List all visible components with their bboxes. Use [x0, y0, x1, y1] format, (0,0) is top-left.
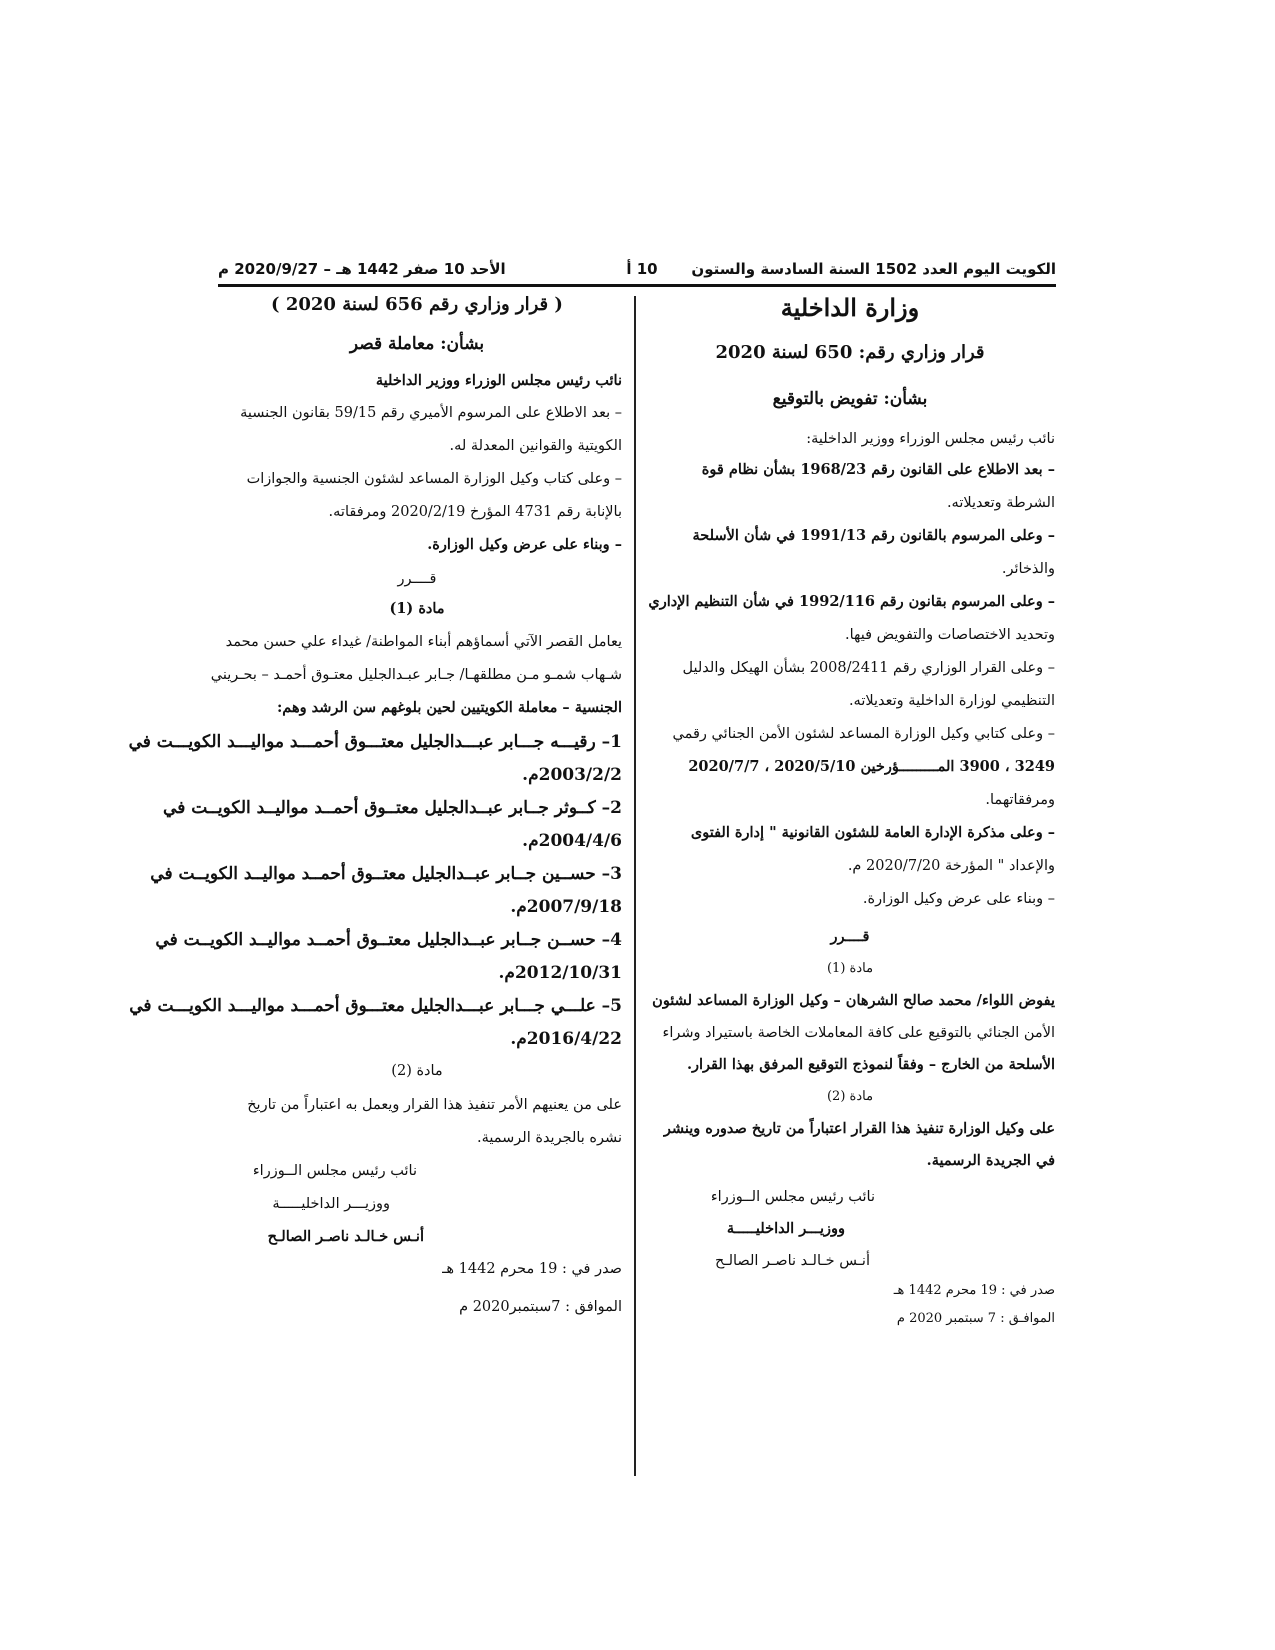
issued-hijri: صدر في : 19 محرم 1442 هـ: [893, 1283, 1055, 1298]
decree-650-authority: نائب رئيس مجلس الوزراء ووزير الداخلية:: [806, 431, 1055, 447]
child-entry: 2– كــوثر جــابر عبــدالجليل معتــوق أحمــد مواليــد الكويــت في: [163, 798, 622, 818]
preamble-line: – وبناء على عرض وكيل الوزارة.: [427, 536, 622, 553]
preamble-line: – وعلى كتابي وكيل الوزارة المساعد لشئون الأمن الجنائي رقمي: [672, 726, 1055, 742]
article-2-title: مادة (2): [391, 1063, 443, 1079]
column-divider: [634, 296, 636, 1476]
signature-ministry: ووزيـــر الداخليـــــة: [272, 1196, 390, 1212]
page-header: [218, 256, 1056, 286]
signature-name: أنـس خـالـد ناصـر الصالـح: [267, 1228, 424, 1245]
article-1-line: يفوض اللواء/ محمد صالح الشرهان – وكيل الوزارة المساعد لشئون: [652, 992, 1055, 1009]
decided-heading: قــــرر: [397, 571, 437, 587]
child-entry: 4– حســن جــابر عبــدالجليل معتــوق أحمــد مواليــد الكويــت في: [155, 930, 622, 950]
preamble-line: الكويتية والقوانين المعدلة له.: [449, 438, 622, 454]
preamble-line: – بعد الاطلاع على القانون رقم 1968/23 بشأن نظام قوة: [701, 461, 1055, 478]
child-entry: 5– علـــي جـــابر عبـــدالجليل معتـــوق أحمـــد مواليـــد الكويـــت في: [129, 996, 622, 1016]
preamble-line: الشرطة وتعديلاته.: [946, 495, 1055, 511]
preamble-line: – وبناء على عرض وكيل الوزارة.: [862, 891, 1055, 907]
decree-656-subject: بشأن: معاملة قصر: [349, 334, 485, 354]
decree-650-subject: بشأن: تفويض بالتوقيع: [772, 389, 928, 409]
decree-650-title: قرار وزاري رقم: 650 لسنة 2020: [715, 342, 985, 363]
child-entry: 3– حســين جــابر عبــدالجليل معتــوق أحمــد مواليــد الكويــت في: [150, 864, 622, 884]
preamble-line: – وعلى مذكرة الإدارة العامة للشئون القانونية " إدارة الفتوى: [690, 824, 1055, 841]
header-publication: الكويت اليوم العدد 1502 السنة السادسة والستون: [691, 260, 1056, 278]
child-entry-date: 2004/4/6م.: [522, 831, 622, 851]
article-1-line: الجنسية – معاملة الكويتيين لحين بلوغهم سن الرشد وهم:: [276, 699, 622, 716]
ministry-title: وزارة الداخلية: [780, 293, 920, 322]
child-entry: 1– رقيـــه جـــابر عبـــدالجليل معتـــوق أحمـــد مواليـــد الكويـــت في: [128, 732, 622, 752]
header-page-number: 10 أ: [626, 260, 658, 278]
issued-gregorian: الموافق : 7سبتمبر2020 م: [459, 1299, 622, 1315]
decree-656-title: ( قرار وزاري رقم 656 لسنة 2020 ): [271, 294, 563, 315]
signature-name: أنـس خـالـد ناصـر الصالـح: [714, 1253, 870, 1269]
article-2-line: على من يعنيهم الأمر تنفيذ هذا القرار ويعمل به اعتباراً من تاريخ: [247, 1097, 622, 1113]
header-rule: [218, 284, 1056, 287]
issued-hijri: صدر في : 19 محرم 1442 هـ: [442, 1261, 622, 1277]
decree-656-authority: نائب رئيس مجلس الوزراء ووزير الداخلية: [375, 372, 622, 389]
article-1-title: مادة (1): [826, 961, 874, 976]
issued-gregorian: الموافـق : 7 سبتمبر 2020 م: [896, 1311, 1055, 1326]
header-date: الأحد 10 صفر 1442 هـ – 2020/9/27 م: [218, 260, 506, 278]
signature-title: نائب رئيس مجلس الــوزراء: [710, 1189, 875, 1205]
preamble-line: – وعلى المرسوم بالقانون رقم 1991/13 في شأن الأسلحة: [692, 527, 1055, 544]
preamble-line: ومرفقاتهما.: [985, 792, 1055, 808]
preamble-line: – وعلى المرسوم بقانون رقم 1992/116 في شأن التنظيم الإداري: [648, 593, 1055, 610]
article-2-title: مادة (2): [826, 1089, 874, 1104]
preamble-line: – وعلى كتاب وكيل الوزارة المساعد لشئون الجنسية والجوازات: [246, 471, 622, 487]
preamble-line: التنظيمي لوزارة الداخلية وتعديلاته.: [848, 693, 1055, 709]
child-entry-date: 2003/2/2م.: [522, 765, 622, 785]
article-1-title: مادة (1): [389, 600, 445, 617]
preamble-line: – بعد الاطلاع على المرسوم الأميري رقم 59/15 بقانون الجنسية: [240, 405, 622, 421]
article-2-line: نشره بالجريدة الرسمية.: [477, 1130, 622, 1146]
preamble-line: والذخائر.: [1001, 561, 1055, 577]
article-2-line: في الجريدة الرسمية.: [926, 1152, 1055, 1169]
signature-title: نائب رئيس مجلس الــوزراء: [252, 1163, 417, 1179]
preamble-line: بالإنابة رقم 4731 المؤرخ 2020/2/19 ومرفقاته.: [328, 504, 622, 520]
article-1-line: شـهاب شمـو مـن مطلقهـا/ جـابر عبـدالجليل معتـوق أحمـد – بحـريني: [210, 667, 622, 683]
preamble-line: – وعلى القرار الوزاري رقم 2008/2411 بشأن الهيكل والدليل: [682, 660, 1055, 676]
decided-heading: قــــرر: [830, 928, 870, 945]
article-2-line: على وكيل الوزارة تنفيذ هذا القرار اعتباراً من تاريخ صدوره وينشر: [663, 1120, 1055, 1137]
preamble-line: والإعداد " المؤرخة 2020/7/20 م.: [847, 858, 1055, 874]
signature-ministry: ووزيـــر الداخليـــــة: [726, 1220, 845, 1237]
preamble-line: وتحديد الاختصاصات والتفويض فيها.: [845, 627, 1055, 643]
child-entry-date: 2016/4/22م.: [510, 1029, 622, 1049]
article-1-line: الأمن الجنائي بالتوقيع على كافة المعاملات الخاصة باستيراد وشراء: [662, 1025, 1055, 1041]
article-1-line: الأسلحة من الخارج – وفقاً لنموذج التوقيع المرفق بهذا القرار.: [686, 1056, 1055, 1073]
child-entry-date: 2012/10/31م.: [498, 963, 622, 983]
preamble-line: 3249 ، 3900 المـــــــــؤرخين 2020/5/10 ، 2020/7/7: [688, 758, 1055, 775]
child-entry-date: 2007/9/18م.: [510, 897, 622, 917]
article-1-line: يعامل القصر الآتي أسماؤهم أبناء المواطنة/ غيداء علي حسن محمد: [225, 634, 622, 650]
